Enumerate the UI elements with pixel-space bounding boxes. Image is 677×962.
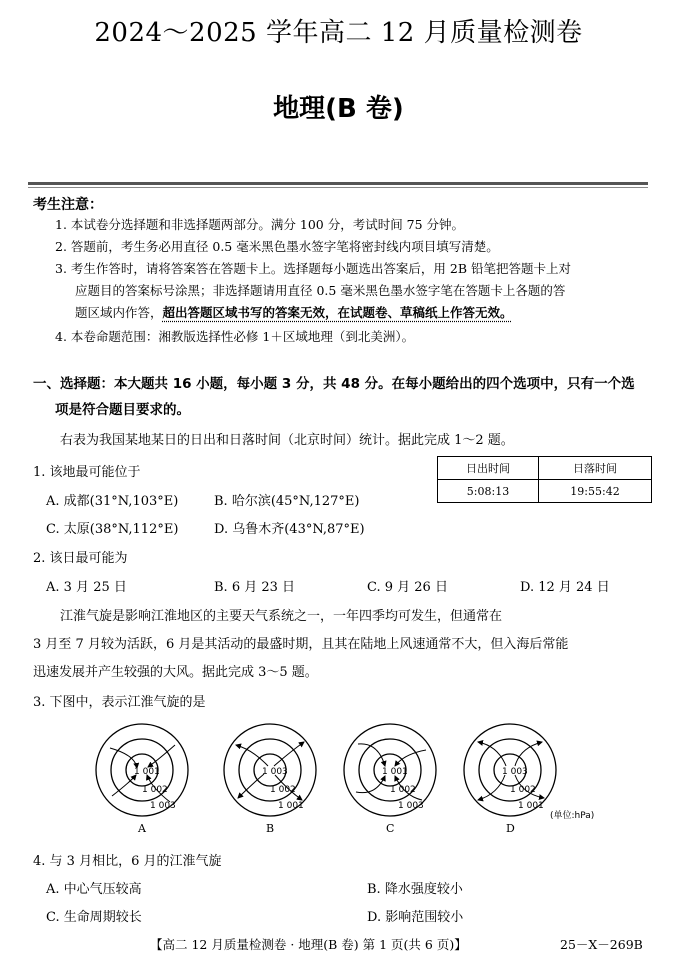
passage-line-3: 迅速发展并产生较强的大风。据此完成 3～5 题。 (33, 665, 318, 680)
diagram-d-label-2: 1 002 (510, 785, 536, 795)
section-heading: 一、选择题：本大题共 16 小题，每小题 3 分，共 48 分。在每小题给出的四个选项中，只有一个选 (33, 376, 635, 392)
diagram-a (96, 724, 188, 835)
diagram-b (224, 724, 316, 835)
diagram-c (344, 724, 436, 835)
q2-option-d: D. 12 月 24 日 (520, 580, 610, 595)
q4-option-a: A. 中心气压较高 (46, 882, 142, 897)
q1-stem: 1. 该地最可能位于 (33, 465, 141, 480)
sunrise-sunset-table (437, 456, 652, 503)
notice-item-1: 1. 本试卷分选择题和非选择题两部分。满分 100 分，考试时间 75 分钟。 (55, 217, 465, 232)
exam-title: 2024～2025 学年高二 12 月质量检测卷 (94, 18, 583, 48)
diagram-a-letter: A (138, 822, 146, 835)
notice-item-3: 3. 考生作答时，请将答案答在答题卡上。选择题每小题选出答案后，用 2B 铅笔把答题卡上对 (55, 261, 571, 276)
diagram-c-letter: C (386, 822, 395, 835)
diagram-a-label-1: 1 001 (134, 767, 160, 777)
notice-item-3-tail: 题区域内作答， (75, 305, 163, 320)
q4-option-c: C. 生命周期较长 (46, 910, 142, 925)
isobar-diagrams (90, 720, 610, 838)
diagram-b-label-1: 1 003 (262, 767, 288, 777)
notice-item-2: 2. 答题前，考生务必用直径 0.5 毫米黑色墨水签字笔将密封线内项目填写清楚。 (55, 239, 499, 254)
q1-option-d: D. 乌鲁木齐(43°N,87°E) (214, 522, 365, 537)
section-heading-cont: 项是符合题目要求的。 (55, 402, 190, 418)
header-divider (28, 182, 648, 185)
intro-q1-2: 右表为我国某地某日的日出和日落时间（北京时间）统计。据此完成 1～2 题。 (60, 433, 514, 448)
q1-option-c: C. 太原(38°N,112°E) (46, 522, 179, 537)
q1-option-a: A. 成都(31°N,103°E) (46, 494, 179, 509)
diagram-c-label-2: 1 002 (390, 785, 416, 795)
diagram-b-label-2: 1 002 (270, 785, 296, 795)
diagram-b-letter: B (266, 822, 275, 835)
notice-heading: 考生注意： (33, 197, 103, 213)
page-footer: 【高二 12 月质量检测卷 · 地理(B 卷) 第 1 页(共 6 页)】 (150, 937, 467, 952)
diagram-d-letter: D (506, 822, 515, 835)
notice-item-3-cont: 应题目的答案标号涂黑；非选择题请用直径 0.5 毫米黑色墨水签字笔在答题卡上各题的答 (75, 283, 566, 298)
notice-item-3-cont2 (75, 303, 513, 321)
notice-emphasis: 超出答题区域书写的答案无效，在试题卷、草稿纸上作答无效。 (162, 305, 513, 320)
diagram-b-label-3: 1 001 (278, 801, 304, 811)
q2-option-c: C. 9 月 26 日 (367, 580, 448, 595)
table-header-sunset: 日落时间 (539, 457, 652, 480)
table-cell-sunset: 19:55:42 (539, 480, 652, 503)
diagram-a-label-2: 1 002 (142, 785, 168, 795)
q2-option-b: B. 6 月 23 日 (214, 580, 296, 595)
q4-option-b: B. 降水强度较小 (367, 882, 463, 897)
q1-option-b: B. 哈尔滨(45°N,127°E) (214, 494, 360, 509)
q4-stem: 4. 与 3 月相比，6 月的江淮气旋 (33, 854, 222, 869)
page-code: 25－X－269B (560, 937, 643, 952)
passage-line-2: 3 月至 7 月较为活跃，6 月是其活动的最盛时期，且其在陆地上风速通常不大，但入海后常能 (33, 637, 569, 652)
diagram-d-label-3: 1 001 (518, 801, 544, 811)
q4-option-d: D. 影响范围较小 (367, 910, 464, 925)
table-cell-sunrise: 5:08:13 (438, 480, 539, 503)
passage-line-1: 江淮气旋是影响江淮地区的主要天气系统之一，一年四季均可发生，但通常在 (60, 609, 503, 624)
notice-item-4: 4. 本卷命题范围：湘教版选择性必修 1＋区域地理（到北美洲）。 (55, 329, 415, 344)
q2-stem: 2. 该日最可能为 (33, 551, 128, 566)
subject-title: 地理(B 卷) (273, 94, 404, 124)
header-divider-thin (28, 187, 648, 188)
diagram-a-label-3: 1 003 (150, 801, 176, 811)
diagram-c-label-3: 1 003 (398, 801, 424, 811)
diagram-d-label-1: 1 003 (502, 767, 528, 777)
unit-note: (单位:hPa) (550, 811, 595, 821)
diagram-d (464, 724, 556, 835)
q3-stem: 3. 下图中，表示江淮气旋的是 (33, 695, 206, 710)
q2-option-a: A. 3 月 25 日 (46, 580, 127, 595)
table-header-sunrise: 日出时间 (438, 457, 539, 480)
diagram-c-label-1: 1 001 (382, 767, 408, 777)
